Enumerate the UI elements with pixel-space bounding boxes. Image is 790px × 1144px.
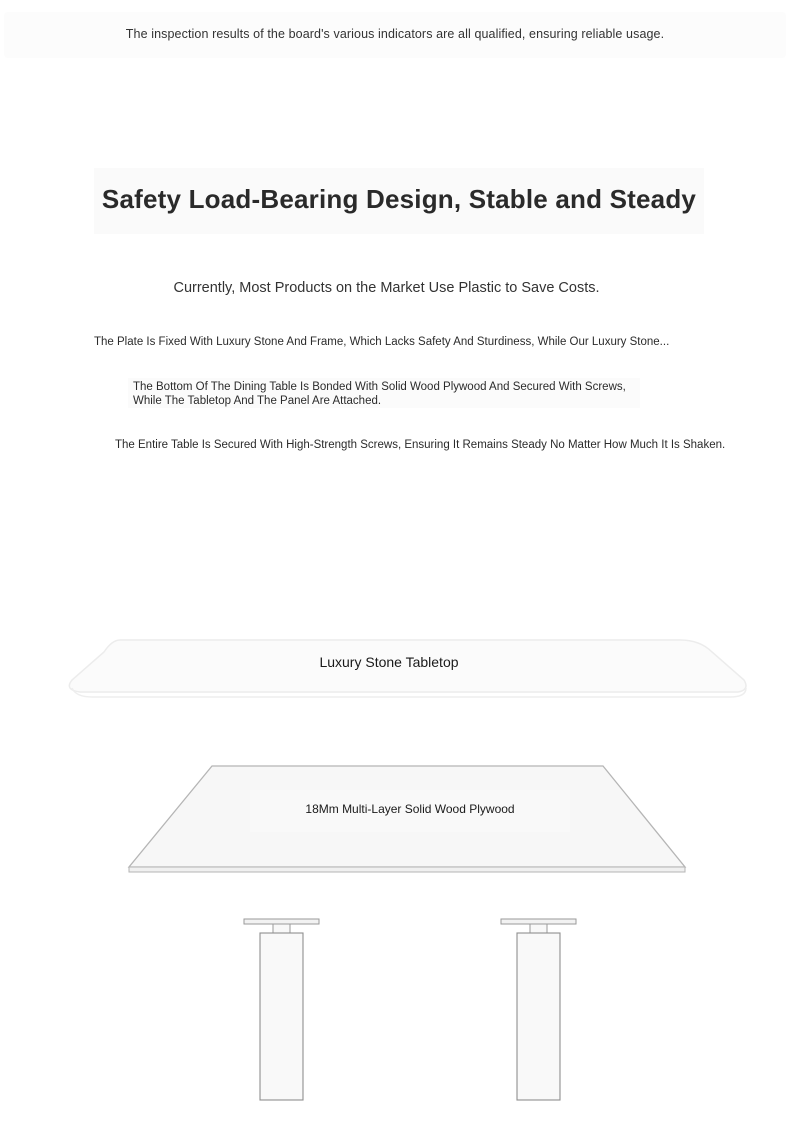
right-leg-illustration xyxy=(501,919,576,1100)
plywood-panel-illustration xyxy=(129,766,685,872)
paragraph-plywood: The Bottom Of The Dining Table Is Bonded With Solid Wood Plywood And Secured With Screws, While The Tabletop And The Panel Are Attached. xyxy=(133,381,626,407)
tabletop-label: Luxury Stone Tabletop xyxy=(319,654,459,670)
paragraph-screws: The Entire Table Is Secured With High-Strength Screws, Ensuring It Remains Steady No Matter How Much It Is Shaken. xyxy=(115,439,726,451)
inspection-banner-text: The inspection results of the board's various indicators are all qualified, ensuring reliable usage. xyxy=(125,27,665,41)
paragraph-stone-frame: The Plate Is Fixed With Luxury Stone And Frame, Which Lacks Safety And Sturdiness, While Our Luxury Stone... xyxy=(94,336,670,348)
section-subtitle: Currently, Most Products on the Market Use Plastic to Save Costs. xyxy=(173,280,600,296)
plywood-label: 18Mm Multi-Layer Solid Wood Plywood xyxy=(305,802,515,816)
left-leg-illustration xyxy=(244,919,319,1100)
section-title: Safety Load-Bearing Design, Stable and Steady xyxy=(101,184,697,214)
